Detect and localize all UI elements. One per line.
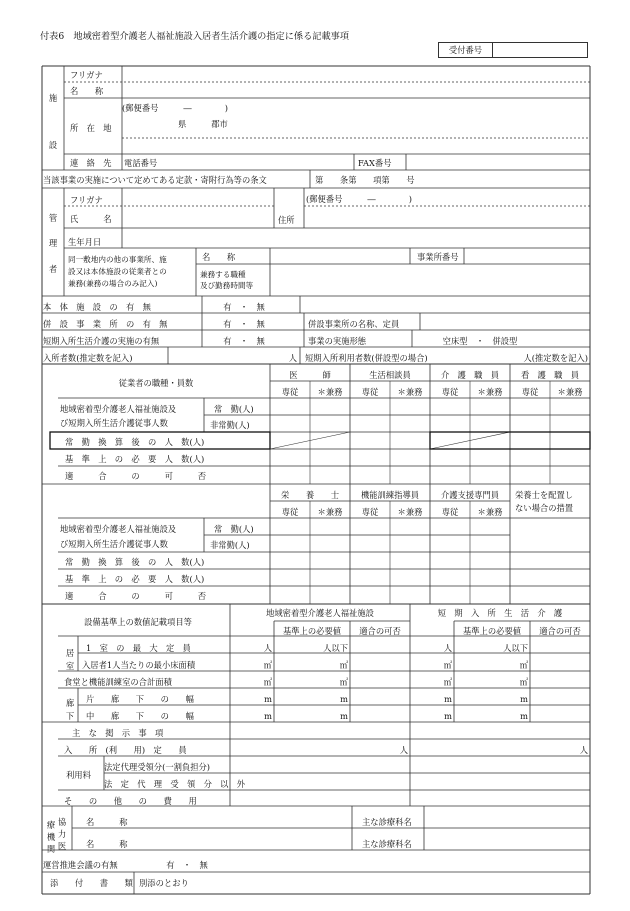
manager-vlabel-2: 理 (48, 238, 58, 248)
receipt-number-box (438, 42, 588, 58)
staff-regular-label: 常 勤(人) (214, 404, 254, 414)
equipment-unit-4-2: m (444, 711, 452, 721)
manager-postal-text: (郵便番号 ― ) (306, 194, 413, 204)
equipment-unit-0-2: 人 (443, 643, 452, 653)
staff1-subheader-4: 専従 (441, 387, 459, 397)
staff1-subheader-6: 専従 (521, 387, 539, 397)
medical-vlabel-6: 関 (46, 844, 56, 854)
equipment-unit-3-2: m (444, 694, 452, 704)
facility-required-header: 基準上の必要値 (282, 626, 342, 636)
equipment-unit-1-3: ㎡ (519, 660, 528, 670)
short-stay-label: 短期入所生活介護の実施の有無 (43, 336, 160, 346)
job-doctor: 医 師 (289, 370, 331, 380)
facility-postal-text: (郵便番号 ― ) (122, 103, 229, 113)
staff1-subheader-7: ＊兼務 (557, 387, 583, 397)
manager-duty-label-2: 及び勤務時間等 (200, 281, 254, 290)
manager-concurrent-label-1: 同一敷地内の他の事業所、施 (68, 255, 167, 264)
facility-ok-header: 適合の可否 (359, 626, 401, 636)
staff-count-label-2: び短期入所生活介護従事人数 (60, 418, 168, 428)
residents-label: 入所者数(推定数を記入) (43, 353, 133, 363)
staff-fte-label: 常 勤 換 算 後 の 人 数(人) (65, 437, 205, 447)
equipment-header: 設備基準上の数値記載項目等 (84, 617, 192, 627)
equipment-unit-1-2: ㎡ (443, 660, 452, 670)
medical-vlabel-1: 協 (57, 817, 67, 827)
staff2-nonregular-label: 非常勤(人) (210, 540, 250, 550)
application-form (42, 66, 590, 894)
equipment-unit-2-2: ㎡ (443, 677, 452, 687)
staff2-fit-label: 適 合 の 可 否 (65, 591, 207, 601)
equipment-unit-2-3: ㎡ (519, 677, 528, 687)
short-stay-yes-no[interactable]: 有 ・ 無 (223, 336, 265, 346)
room-capacity-label: 1 室 の 最 大 定 員 (86, 643, 191, 653)
room-vlabel-2: 室 (65, 661, 75, 671)
implementation-form-label: 事業の実施形態 (308, 336, 367, 346)
equipment-unit-4-1: m (340, 711, 348, 721)
staff2-subheader-0: 専従 (281, 507, 299, 517)
job-nurse: 看 護 職 員 (520, 370, 580, 380)
facility-name-label: 名 称 (70, 86, 104, 96)
equipment-unit-0-0: 人 (263, 643, 272, 653)
equipment-unit-3-0: m (264, 694, 272, 704)
medical-name-label-2: 名 称 (86, 839, 128, 849)
main-facility-yes-no[interactable]: 有 ・ 無 (223, 302, 265, 312)
job-counselor: 生活相談員 (369, 370, 411, 380)
staff-required-label: 基 準 上 の 必 要 人 数(人) (65, 454, 205, 464)
combined-office-yes-no[interactable]: 有 ・ 無 (223, 319, 265, 329)
equipment-unit-2-1: ㎡ (339, 677, 348, 687)
facility-address-label: 所 在 地 (70, 123, 112, 133)
equipment-col-facility: 地域密着型介護老人福祉施設 (266, 608, 374, 618)
equipment-unit-2-0: ㎡ (263, 677, 272, 687)
staff2-subheader-5: ＊兼務 (477, 507, 503, 517)
medical-dept-label-2: 主な診療科名 (362, 839, 412, 849)
fee-nonlegal-label: 法 定 代 理 受 領 分 以 外 (104, 779, 246, 789)
equipment-unit-3-3: m (520, 694, 528, 704)
nutritionist-note-2: ない場合の措置 (515, 503, 574, 513)
bylaw-article-text: 第 条第 項第 号 (315, 175, 415, 185)
staff1-subheader-2: 専従 (361, 387, 379, 397)
fee-label: 利用料 (66, 770, 91, 780)
equipment-col-short-stay: 短 期 入 所 生 活 介 護 (437, 608, 563, 618)
hall-vlabel-1: 廊 (65, 698, 75, 708)
staff-count-label-1: 地域密着型介護老人福祉施設及 (60, 404, 177, 414)
facility-fax-label: FAX番号 (358, 158, 392, 168)
staff2-count-label-2: び短期入所生活介護従事人数 (60, 539, 168, 549)
page-title: 付表6 地域密着型介護老人福祉施設入居者生活介護の指定に係る記載事項 (40, 31, 350, 42)
nutritionist-note-1: 栄養士を配置し (515, 490, 574, 500)
facility-vlabel-2: 設 (48, 140, 58, 150)
capacity-unit-short: 人 (579, 745, 588, 755)
room-area-label: 入居者1人当たりの最小床面積 (82, 660, 196, 670)
staff2-subheader-2: 専従 (361, 507, 379, 517)
short-users-unit: 人(推定数を記入) (523, 353, 588, 363)
committee-yes-no[interactable]: 有 ・ 無 (166, 860, 208, 870)
attachment-value: 別添のとおり (139, 878, 189, 888)
combined-office-name-label: 併設事業所の名称、定員 (308, 319, 400, 329)
manager-concurrent-label-2: 設又は本体施設の従業者との (68, 267, 167, 276)
receipt-number-label: 受付番号 (439, 43, 493, 57)
staff1-subheader-0: 専従 (281, 387, 299, 397)
facility-furigana-label: フリガナ (70, 70, 103, 80)
manager-name-label: 氏 名 (70, 214, 112, 224)
equipment-unit-0-1: 人以下 (323, 643, 348, 653)
manager-vlabel-1: 管 (48, 213, 58, 223)
facility-contact-label: 連 絡 先 (70, 158, 112, 168)
staff2-count-label-1: 地域密着型介護老人福祉施設及 (60, 524, 177, 534)
staff-header: 従業者の職種・員数 (118, 378, 194, 388)
equipment-unit-4-0: m (264, 711, 272, 721)
staff-nonregular-label: 非常勤(人) (210, 420, 250, 430)
equipment-unit-1-0: ㎡ (263, 660, 272, 670)
manager-duty-label-1: 兼務する職種 (200, 270, 246, 279)
short-users-label: 短期入所利用者数(併設型の場合) (305, 353, 428, 363)
hall-side-label: 片 廊 下 の 幅 (86, 694, 194, 704)
notices-header: 主 な 掲 示 事 項 (72, 728, 164, 738)
equipment-unit-1-1: ㎡ (339, 660, 348, 670)
combined-office-label: 併 設 事 業 所 の 有 無 (43, 319, 168, 329)
equipment-unit-3-1: m (340, 694, 348, 704)
facility-vlabel-1: 施 (48, 93, 58, 103)
manager-concurrent-name-label: 名 称 (202, 252, 236, 262)
medical-name-label-1: 名 称 (86, 817, 128, 827)
medical-dept-label-1: 主な診療科名 (362, 817, 412, 827)
staff2-fte-label: 常 勤 換 算 後 の 人 数(人) (65, 557, 205, 567)
staff2-regular-label: 常 勤(人) (214, 524, 254, 534)
hall-vlabel-2: 下 (65, 711, 75, 721)
equipment-unit-0-3: 人以下 (503, 643, 528, 653)
attachment-label: 添 付 書 類 (50, 878, 133, 888)
hall-mid-label: 中 廊 下 の 幅 (86, 711, 194, 721)
medical-vlabel-3: 医 (57, 841, 67, 851)
capacity-label: 入 所 (利 用) 定 員 (64, 745, 187, 755)
other-cost-label: そ の 他 の 費 用 (64, 796, 197, 806)
short-required-header: 基準上の必要値 (462, 626, 522, 636)
job-care-manager: 介護支援専門員 (440, 490, 500, 500)
capacity-unit-facility: 人 (399, 745, 408, 755)
staff2-required-label: 基 準 上 の 必 要 人 数(人) (65, 574, 205, 584)
medical-vlabel-4: 療 (46, 820, 56, 830)
equipment-unit-4-3: m (520, 711, 528, 721)
manager-office-number-label: 事業所番号 (417, 252, 459, 262)
bylaw-label: 当該事業の実施について定めてある定款・寄附行為等の条文 (43, 175, 267, 185)
staff2-subheader-4: 専従 (441, 507, 459, 517)
manager-birth-label: 生年月日 (68, 237, 102, 247)
manager-vlabel-3: 者 (48, 264, 58, 274)
facility-phone-label: 電話番号 (124, 158, 158, 168)
medical-vlabel-2: 力 (57, 829, 67, 839)
receipt-number-field[interactable] (492, 43, 587, 57)
manager-residence-label: 住所 (278, 215, 295, 225)
staff1-subheader-1: ＊兼務 (317, 387, 343, 397)
implementation-form-options[interactable]: 空床型 ・ 併設型 (442, 336, 518, 346)
job-care-worker: 介 護 職 員 (440, 370, 500, 380)
medical-vlabel-5: 機 (46, 832, 56, 842)
fee-legal-label: 法定代理受領分(一割負担分) (104, 762, 211, 772)
manager-furigana-label: フリガナ (70, 195, 103, 205)
committee-label: 運営推進会議の有無 (43, 860, 118, 870)
job-nutritionist: 栄 養 士 (280, 490, 340, 500)
staff-fit-label: 適 合 の 可 否 (65, 471, 207, 481)
staff2-subheader-1: ＊兼務 (317, 507, 343, 517)
room-vlabel-1: 居 (65, 648, 75, 658)
staff1-subheader-5: ＊兼務 (477, 387, 503, 397)
facility-pref-city-text: 県 郡市 (178, 119, 228, 129)
short-ok-header: 適合の可否 (539, 626, 581, 636)
main-facility-label: 本 体 施 設 の 有 無 (43, 302, 151, 312)
dining-label: 食堂と機能訓練室の合計面積 (64, 677, 172, 687)
staff2-subheader-3: ＊兼務 (397, 507, 423, 517)
manager-concurrent-label-3: 兼務(兼務の場合のみ記入) (68, 279, 158, 288)
residents-unit: 人 (288, 353, 297, 363)
job-functional-trainer: 機能訓練指導員 (360, 490, 420, 500)
staff1-subheader-3: ＊兼務 (397, 387, 423, 397)
